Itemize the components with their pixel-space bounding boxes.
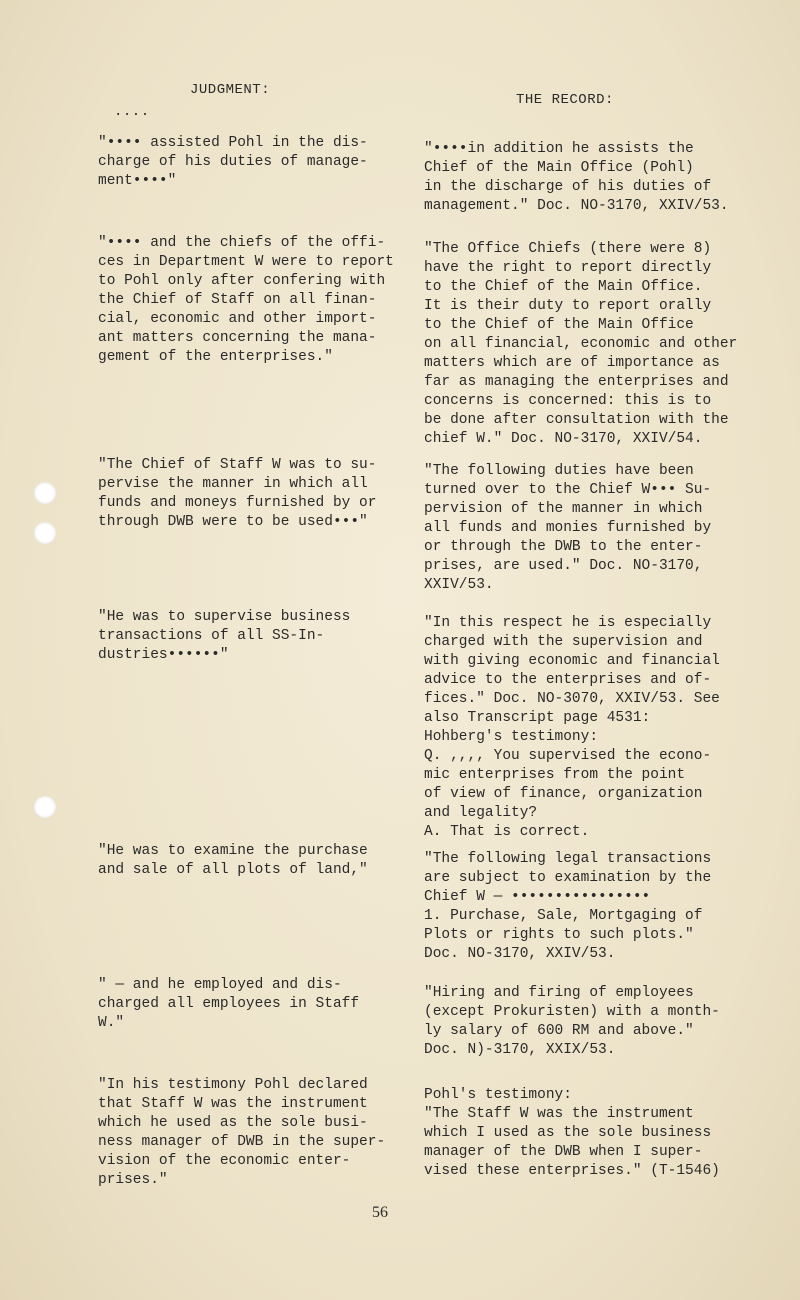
record-paragraph: "The Office Chiefs (there were 8) have the right to report directly to the Chief of the Main Office. It is their duty to report orally to the Chief of the Main Office on all financial, economic and other matters which are of importance as far as managing the enterprises and concerns is concerned: this is to be done after consultation with the chief W." Doc. NO-3170, XXIV/54. — [424, 241, 738, 447]
record-paragraph: "Hiring and firing of employees (except Prokuristen) with a month- ly salary of 600 RM and above." Doc. N)-3170, XXIX/53. — [424, 985, 720, 1058]
judgment-paragraph: "In his testimony Pohl declared that Staff W was the instrument which he used as the sole busi- ness manager of DWB in the super- vision of the economic enter- prises." — [98, 1077, 386, 1188]
judgment-paragraph: "•••• and the chiefs of the offi- ces in Department W were to report to Pohl only after confering with the Chief of Staff on all finan- cial, economic and other import- ant matters concerning the mana- gement of the enterprises." — [98, 235, 394, 365]
judgment-heading: JUDGMENT: — [190, 82, 271, 98]
record-paragraph: "The following legal transactions are subject to examination by the Chief W — •••••••••••••••• 1. Purchase, Sale, Mortgaging of Plots or rights to such plots." Doc. NO-3170, XXIV/53. — [424, 851, 712, 962]
punch-hole — [34, 796, 56, 818]
record-paragraph: "••••in addition he assists the Chief of the Main Office (Pohl) in the discharge of his duties of management." Doc. NO-3170, XXIV/53. — [424, 141, 729, 214]
judgment-paragraph: "He was to examine the purchase and sale of all plots of land," — [98, 843, 368, 878]
judgment-paragraph: "He was to supervise business transactions of all SS-In- dustries••••••" — [98, 609, 351, 663]
page-number: 56 — [372, 1204, 388, 1221]
judgment-paragraph: "•••• assisted Pohl in the dis- charge of his duties of manage- ment••••" — [98, 135, 368, 189]
record-paragraph: Pohl's testimony: "The Staff W was the instrument which I used as the sole business manager of the DWB when I super- vised these enterprises." (T-1546) — [424, 1087, 720, 1179]
judgment-paragraph: " — and he employed and dis- charged all employees in Staff W." — [98, 977, 360, 1031]
judgment-paragraph: "The Chief of Staff W was to su- pervise the manner in which all funds and moneys furnished by or through DWB were to be used•••" — [98, 457, 377, 530]
punch-hole — [34, 482, 56, 504]
record-paragraph: "In this respect he is especially charged with the supervision and with giving economic and financial advice to the enterprises and of- fices." Doc. NO-3070, XXIV/53. See also Transcript page 4531: Hohberg's testimony: Q. ,,,, You supervised the econo- mic enterprises from the point of view of finance, organization and legality? A. That is correct. — [424, 615, 720, 840]
record-paragraph: "The following duties have been turned over to the Chief W••• Su- pervision of the manner in which all funds and monies furnished by or through the DWB to the enter- prises, are used." Doc. NO-3170, XXIV/53. — [424, 463, 712, 593]
heading-dots: .... — [114, 104, 150, 120]
record-heading: THE RECORD: — [516, 92, 614, 108]
punch-hole — [34, 522, 56, 544]
